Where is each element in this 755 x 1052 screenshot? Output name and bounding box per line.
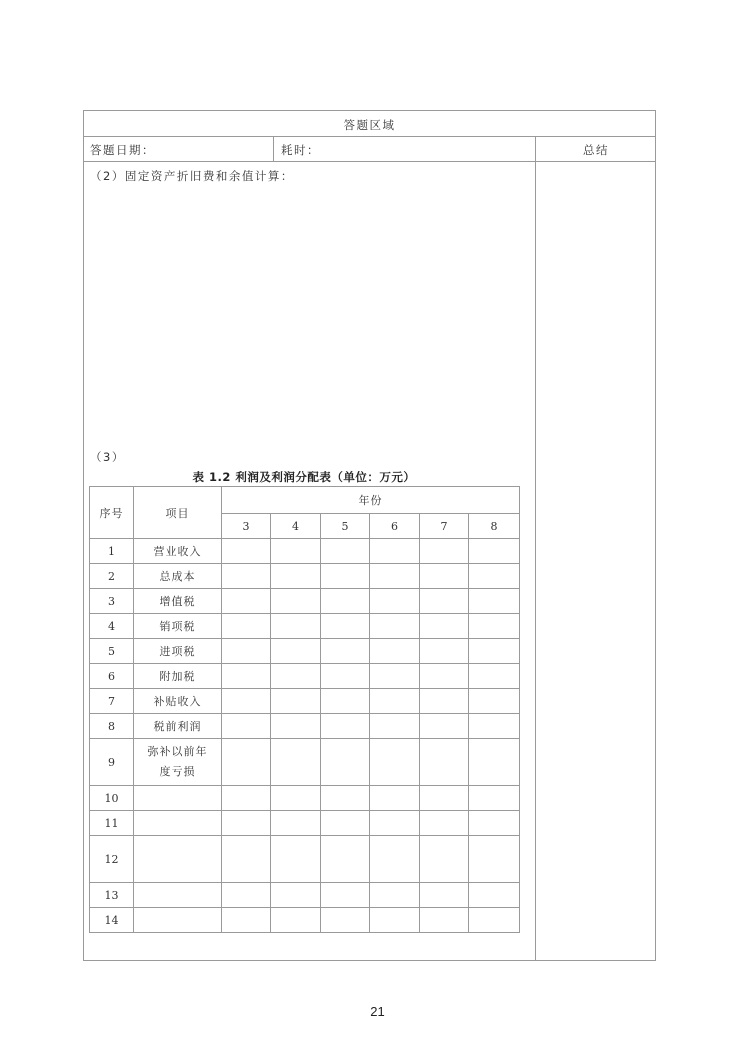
value-cell[interactable] xyxy=(271,664,321,689)
value-cell[interactable] xyxy=(271,564,321,589)
header-item: 项目 xyxy=(134,487,222,539)
table-row xyxy=(90,614,520,639)
value-cell[interactable] xyxy=(469,714,520,739)
row-item: 税前利润 xyxy=(134,714,222,739)
value-cell[interactable] xyxy=(222,664,271,689)
value-cell[interactable] xyxy=(222,589,271,614)
value-cell[interactable] xyxy=(321,614,370,639)
value-cell[interactable] xyxy=(271,539,321,564)
value-cell[interactable] xyxy=(420,614,469,639)
value-cell[interactable] xyxy=(370,714,420,739)
value-cell[interactable] xyxy=(271,883,321,908)
value-cell[interactable] xyxy=(469,811,520,836)
value-cell[interactable] xyxy=(321,811,370,836)
value-cell[interactable] xyxy=(271,589,321,614)
value-cell[interactable] xyxy=(469,908,520,933)
row-number: 1 xyxy=(90,539,134,564)
row-number: 6 xyxy=(90,664,134,689)
row-item: 进项税 xyxy=(134,639,222,664)
row-number: 9 xyxy=(90,739,134,786)
answer-area-title: 答题区域 xyxy=(343,118,396,132)
page-number: 21 xyxy=(370,1004,385,1019)
value-cell[interactable] xyxy=(222,811,271,836)
year-header: 7 xyxy=(420,514,469,539)
value-cell[interactable] xyxy=(271,908,321,933)
row-item: 补贴收入 xyxy=(134,689,222,714)
value-cell[interactable] xyxy=(370,883,420,908)
row-item: 营业收入 xyxy=(134,539,222,564)
value-cell[interactable] xyxy=(420,786,469,811)
row-number: 13 xyxy=(90,883,134,908)
value-cell[interactable] xyxy=(420,883,469,908)
row-item: 增值税 xyxy=(134,589,222,614)
value-cell[interactable] xyxy=(370,786,420,811)
row-number: 8 xyxy=(90,714,134,739)
table-row xyxy=(90,739,520,786)
row-item: 总成本 xyxy=(134,564,222,589)
divider xyxy=(83,161,656,162)
value-cell[interactable] xyxy=(321,589,370,614)
row-item xyxy=(134,786,222,811)
row-item-line: 度亏损 xyxy=(159,765,196,778)
row-item-line: 弥补以前年 xyxy=(147,745,208,758)
header-seq: 序号 xyxy=(90,487,134,539)
divider xyxy=(83,136,656,137)
table-row xyxy=(90,639,520,664)
value-cell[interactable] xyxy=(420,689,469,714)
value-cell[interactable] xyxy=(469,539,520,564)
value-cell[interactable] xyxy=(321,564,370,589)
value-cell[interactable] xyxy=(469,614,520,639)
row-number: 2 xyxy=(90,564,134,589)
value-cell[interactable] xyxy=(321,539,370,564)
row-item: 销项税 xyxy=(134,614,222,639)
row-item: 附加税 xyxy=(134,664,222,689)
value-cell[interactable] xyxy=(271,836,321,883)
value-cell[interactable] xyxy=(469,639,520,664)
year-header: 8 xyxy=(469,514,520,539)
value-cell[interactable] xyxy=(222,883,271,908)
value-cell[interactable] xyxy=(469,739,520,786)
value-cell[interactable] xyxy=(222,739,271,786)
value-cell[interactable] xyxy=(321,689,370,714)
value-cell[interactable] xyxy=(420,714,469,739)
value-cell[interactable] xyxy=(321,714,370,739)
table-row xyxy=(90,564,520,589)
row-number: 4 xyxy=(90,614,134,639)
value-cell[interactable] xyxy=(370,564,420,589)
value-cell[interactable] xyxy=(370,908,420,933)
row-number: 14 xyxy=(90,908,134,933)
value-cell[interactable] xyxy=(271,639,321,664)
value-cell[interactable] xyxy=(271,689,321,714)
value-cell[interactable] xyxy=(370,739,420,786)
year-header: 4 xyxy=(271,514,321,539)
value-cell[interactable] xyxy=(370,589,420,614)
question-3-label: （3） xyxy=(90,450,125,464)
table-row xyxy=(90,714,520,739)
value-cell[interactable] xyxy=(370,539,420,564)
table-row xyxy=(90,883,520,908)
value-cell[interactable] xyxy=(271,614,321,639)
value-cell[interactable] xyxy=(222,614,271,639)
year-header: 3 xyxy=(222,514,271,539)
value-cell[interactable] xyxy=(469,664,520,689)
row-item xyxy=(134,811,222,836)
value-cell[interactable] xyxy=(222,714,271,739)
table-row xyxy=(90,589,520,614)
value-cell[interactable] xyxy=(420,739,469,786)
table-row xyxy=(90,539,520,564)
value-cell[interactable] xyxy=(469,786,520,811)
table-row xyxy=(90,836,520,883)
answer-date-label: 答题日期： xyxy=(90,143,155,157)
table-row xyxy=(90,689,520,714)
value-cell[interactable] xyxy=(420,639,469,664)
value-cell[interactable] xyxy=(321,639,370,664)
value-cell[interactable] xyxy=(370,639,420,664)
value-cell[interactable] xyxy=(222,539,271,564)
value-cell[interactable] xyxy=(420,564,469,589)
row-item xyxy=(134,739,222,786)
value-cell[interactable] xyxy=(469,689,520,714)
value-cell[interactable] xyxy=(271,786,321,811)
value-cell[interactable] xyxy=(271,739,321,786)
value-cell[interactable] xyxy=(370,811,420,836)
value-cell[interactable] xyxy=(222,786,271,811)
value-cell[interactable] xyxy=(370,836,420,883)
value-cell[interactable] xyxy=(420,811,469,836)
row-number: 11 xyxy=(90,811,134,836)
value-cell[interactable] xyxy=(321,786,370,811)
divider xyxy=(535,136,536,961)
row-number: 12 xyxy=(90,836,134,883)
value-cell[interactable] xyxy=(321,664,370,689)
value-cell[interactable] xyxy=(222,689,271,714)
table-row xyxy=(90,786,520,811)
value-cell[interactable] xyxy=(222,836,271,883)
value-cell[interactable] xyxy=(469,589,520,614)
value-cell[interactable] xyxy=(469,836,520,883)
value-cell[interactable] xyxy=(271,811,321,836)
row-item xyxy=(134,908,222,933)
value-cell[interactable] xyxy=(469,564,520,589)
row-number: 7 xyxy=(90,689,134,714)
profit-distribution-table xyxy=(89,486,520,933)
value-cell[interactable] xyxy=(321,883,370,908)
profit-table-title: 表 1.2 利润及利润分配表（单位：万元） xyxy=(192,470,416,484)
year-header: 5 xyxy=(321,514,370,539)
time-spent-label: 耗时： xyxy=(281,143,320,157)
year-header: 6 xyxy=(370,514,420,539)
value-cell[interactable] xyxy=(222,564,271,589)
value-cell[interactable] xyxy=(420,539,469,564)
value-cell[interactable] xyxy=(469,883,520,908)
value-cell[interactable] xyxy=(271,714,321,739)
row-number: 10 xyxy=(90,786,134,811)
row-item xyxy=(134,883,222,908)
row-item xyxy=(134,836,222,883)
table-row xyxy=(90,664,520,689)
value-cell[interactable] xyxy=(420,836,469,883)
question-2-label: （2）固定资产折旧费和余值计算： xyxy=(90,169,294,183)
value-cell[interactable] xyxy=(321,739,370,786)
value-cell[interactable] xyxy=(370,614,420,639)
value-cell[interactable] xyxy=(420,589,469,614)
header-year: 年份 xyxy=(222,487,520,514)
value-cell[interactable] xyxy=(321,836,370,883)
row-number: 5 xyxy=(90,639,134,664)
value-cell[interactable] xyxy=(222,639,271,664)
value-cell[interactable] xyxy=(370,664,420,689)
value-cell[interactable] xyxy=(321,908,370,933)
summary-label: 总结 xyxy=(583,143,609,157)
value-cell[interactable] xyxy=(370,689,420,714)
row-number: 3 xyxy=(90,589,134,614)
value-cell[interactable] xyxy=(420,908,469,933)
value-cell[interactable] xyxy=(222,908,271,933)
table-row xyxy=(90,811,520,836)
table-row xyxy=(90,908,520,933)
divider xyxy=(273,136,274,161)
value-cell[interactable] xyxy=(420,664,469,689)
